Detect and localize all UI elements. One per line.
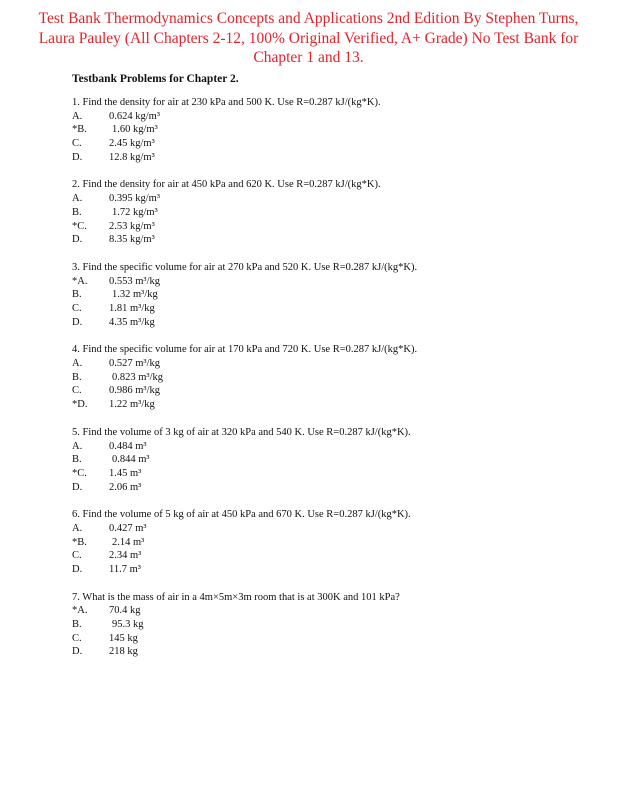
question-block	[72, 261, 592, 329]
option-letter: C.	[72, 302, 82, 314]
answer-option	[72, 384, 592, 398]
option-letter: *A.	[72, 275, 88, 287]
answer-option	[72, 604, 592, 618]
question-text: 6. Find the volume of 5 kg of air at 450 kPa and 670 K. Use R=0.287 kJ/(kg*K).	[72, 509, 411, 521]
option-value: 1.22 m³/kg	[109, 399, 155, 411]
option-letter: A.	[72, 358, 83, 370]
option-letter: D.	[72, 151, 83, 163]
option-letter: A.	[72, 440, 83, 452]
answer-option	[72, 275, 592, 289]
answer-option	[72, 137, 592, 151]
option-letter: *C.	[72, 467, 87, 479]
option-letter: *A.	[72, 605, 88, 617]
answer-option	[72, 453, 592, 467]
option-value: 2.14 m³	[112, 536, 145, 548]
answer-option	[72, 632, 592, 646]
option-value: 1.60 kg/m³	[112, 124, 158, 136]
option-value: 11.7 m³	[109, 564, 141, 576]
answer-option	[72, 233, 592, 247]
option-value: 2.06 m³	[109, 481, 142, 493]
option-letter: B.	[72, 454, 82, 466]
option-value: 95.3 kg	[112, 619, 144, 631]
option-letter: B.	[72, 289, 82, 301]
question-text: 5. Find the volume of 3 kg of air at 320 kPa and 540 K. Use R=0.287 kJ/(kg*K).	[72, 426, 411, 438]
option-letter: A.	[72, 522, 83, 534]
answer-option	[72, 110, 592, 124]
answer-option	[72, 316, 592, 330]
option-value: 1.72 kg/m³	[112, 206, 158, 218]
question-block	[72, 178, 592, 246]
banner-line: Laura Pauley (All Chapters 2-12, 100% Original Verified, A+ Grade) No Test Bank for	[38, 29, 579, 47]
document-body	[72, 72, 592, 673]
option-letter: A.	[72, 110, 83, 122]
option-value: 2.34 m³	[109, 550, 142, 562]
chapter-heading: Testbank Problems for Chapter 2.	[72, 73, 239, 85]
answer-option	[72, 440, 592, 454]
question-block	[72, 508, 592, 576]
question-text: 3. Find the specific volume for air at 270 kPa and 520 K. Use R=0.287 kJ/(kg*K).	[72, 261, 418, 273]
question-text: 4. Find the specific volume for air at 170 kPa and 720 K. Use R=0.287 kJ/(kg*K).	[72, 344, 418, 356]
option-value: 2.45 kg/m³	[109, 138, 155, 150]
option-letter: *C.	[72, 220, 87, 232]
answer-option	[72, 220, 592, 234]
option-letter: D.	[72, 234, 83, 246]
question-text: 1. Find the density for air at 230 kPa and 500 K. Use R=0.287 kJ/(kg*K).	[72, 97, 381, 108]
option-letter: D.	[72, 646, 83, 658]
answer-option	[72, 123, 592, 137]
answer-option	[72, 536, 592, 550]
question-block	[72, 591, 592, 659]
option-value: 1.32 m³/kg	[112, 289, 158, 301]
answer-option	[72, 192, 592, 206]
option-letter: *B.	[72, 536, 87, 548]
option-letter: C.	[72, 550, 82, 562]
answer-option	[72, 481, 592, 495]
question-text: 7. What is the mass of air in a 4m×5m×3m room that is at 300K and 101 kPa?	[72, 591, 400, 603]
answer-option	[72, 467, 592, 481]
option-letter: C.	[72, 632, 82, 644]
option-value: 1.81 m³/kg	[109, 302, 155, 314]
option-letter: B.	[72, 371, 82, 383]
answer-option	[72, 288, 592, 302]
option-value: 0.553 m³/kg	[109, 275, 160, 287]
option-value: 145 kg	[109, 632, 138, 644]
answer-option	[72, 645, 592, 659]
option-value: 12.8 kg/m³	[109, 151, 155, 163]
option-value: 0.484 m³	[109, 440, 147, 452]
option-value: 0.624 kg/m³	[109, 110, 160, 122]
answer-option	[72, 206, 592, 220]
option-letter: D.	[72, 564, 83, 576]
banner-line: Test Bank Thermodynamics Concepts and Applications 2nd Edition By Stephen Turns,	[38, 10, 579, 27]
document-banner	[0, 9, 617, 68]
answer-option	[72, 371, 592, 385]
option-value: 2.53 kg/m³	[109, 220, 155, 232]
option-letter: C.	[72, 385, 82, 397]
question-block	[72, 96, 592, 164]
question-block	[72, 426, 592, 494]
banner-line: Chapter 1 and 13.	[253, 49, 364, 66]
question-text: 2. Find the density for air at 450 kPa and 620 K. Use R=0.287 kJ/(kg*K).	[72, 179, 381, 191]
option-value: 70.4 kg	[109, 605, 141, 617]
answer-option	[72, 302, 592, 316]
option-letter: C.	[72, 138, 82, 150]
option-value: 8.35 kg/m³	[109, 234, 155, 246]
option-value: 218 kg	[109, 646, 138, 658]
option-letter: B.	[72, 619, 82, 631]
option-letter: D.	[72, 316, 83, 328]
answer-option	[72, 398, 592, 412]
option-letter: B.	[72, 206, 82, 218]
option-value: 0.844 m³	[112, 454, 150, 466]
option-value: 1.45 m³	[109, 467, 142, 479]
option-value: 0.823 m³/kg	[112, 371, 163, 383]
option-letter: *B.	[72, 124, 87, 136]
option-letter: D.	[72, 481, 83, 493]
answer-option	[72, 563, 592, 577]
answer-option	[72, 618, 592, 632]
answer-option	[72, 151, 592, 165]
option-value: 4.35 m³/kg	[109, 316, 155, 328]
answer-option	[72, 357, 592, 371]
answer-option	[72, 549, 592, 563]
option-value: 0.527 m³/kg	[109, 358, 160, 370]
option-value: 0.986 m³/kg	[109, 385, 160, 397]
answer-option	[72, 522, 592, 536]
option-value: 0.395 kg/m³	[109, 193, 160, 205]
option-letter: A.	[72, 193, 83, 205]
option-value: 0.427 m³	[109, 522, 147, 534]
question-block	[72, 343, 592, 411]
option-letter: *D.	[72, 399, 88, 411]
